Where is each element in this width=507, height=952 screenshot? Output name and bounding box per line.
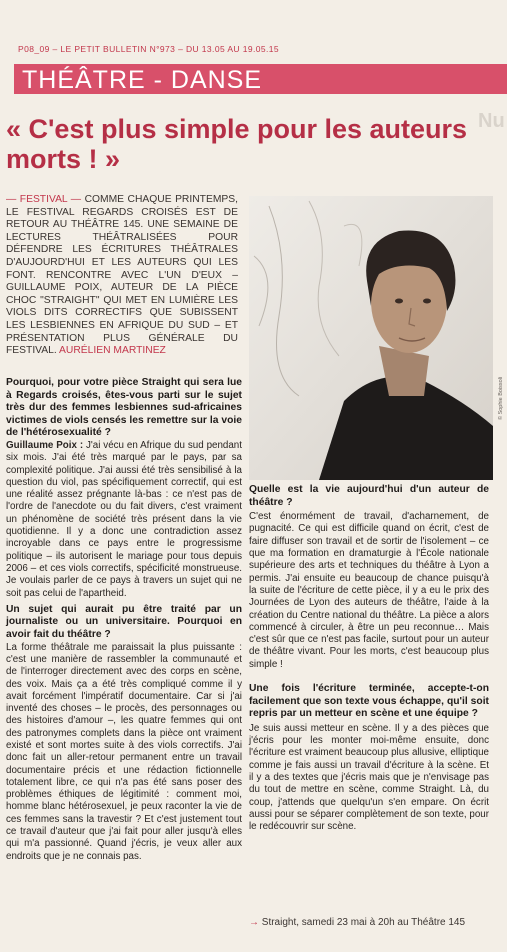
section-title: THÉÂTRE - DANSE xyxy=(22,66,263,94)
section-banner xyxy=(14,64,507,94)
answer-1-speaker: Guillaume Poix : xyxy=(6,439,84,451)
author-portrait-photo xyxy=(249,196,493,480)
interview-column-left xyxy=(6,377,242,863)
event-details: Straight, samedi 23 mai à 20h au Théâtre 145 xyxy=(261,917,466,928)
intro-text: COMME CHAQUE PRINTEMPS, LE FESTIVAL REGARDS CROISÉS EST DE RETOUR AU THÉÂTRE 145. UNE SEMAINE DE LECTURES THÉÂTRALISÉES POUR DÉFENDRE LES ÉCRITURES THÉÂTRALES D'AUJOURD'HUI ET LES AUTEURS QUI LES FONT. RENCONTRE AVEC L'UN D'EUX – GUILLAUME POIX, AUTEUR DE LA PIÈCE CHOC "STRAIGHT" QUI MET EN LUMIÈRE LES VIOLS DITS CORRECTIFS QUE SUBISSENT LES LESBIENNES EN AFRIQUE DU SUD – ET PRÉSENTATION PLUS GÉNÉRALE DU FESTIVAL. xyxy=(6,194,238,357)
intro-kicker: — FESTIVAL — xyxy=(6,194,82,205)
arrow-icon: → xyxy=(249,917,259,928)
answer-3: C'est énormément de travail, d'acharnement, de pugnacité. Ce qui est difficile quand on écrit, c'est de faire diffuser son travail et de sortir de l'isolement – ce que ma formation en dramaturgie à l'École nationale supérieure des arts et techniques du théâtre à Lyon a permis. J'ai ensuite eu beaucoup de chance puisqu'à la suite de l'écriture de cette pièce, il y a eu le prix des Journées de Lyon des auteurs de théâtre, l'aide à la création du Centre national du théâtre. La pièce a alors commencé à circuler, à être un peu reconnue… Mais c'est sûr que ce n'est pas facile, surtout pour un auteur de théâtre vivant. Pour les morts, c'est beaucoup plus simple ! xyxy=(249,511,489,670)
question-3: Quelle est la vie aujourd'hui d'un auteur de théâtre ? xyxy=(249,484,489,508)
question-4: Une fois l'écriture terminée, accepte-t-on facilement que son texte vous échappe, qu'il soit repris par un metteur en scène et une équipe ? xyxy=(249,683,489,720)
event-info xyxy=(249,916,489,929)
answer-1: J'ai vécu en Afrique du sud pendant six mois. J'ai été très marqué par le pays, par sa complexité politique. J'ai aussi été très sensibilisé à la question du viol, pas spécifiquement correctif, qui est une réalité assez prégnante là-bas : ce n'est pas de l'ordre de l'anecdote ou du fait divers, c'est vraiment un phénomène de société très présent dans la vie quotidienne. Il y a donc une contradiction assez incroyable dans ce pays entre le progressisme politique – ils autorisent le mariage pour tous depuis 2006 – et ces viols correctifs, spécificité monstrueuse. Je voulais parler de ce pays à travers un sujet qui ne soit pas celui de l'apartheid. xyxy=(6,439,242,599)
photo-credit: © Sophie Boissoli xyxy=(498,376,504,420)
issue-folio: P08_09 – LE PETIT BULLETIN N°973 – DU 13.05 AU 19.05.15 xyxy=(18,44,280,54)
question-2: Un sujet qui aurait pu être traité par un journaliste ou un universitaire. Pourquoi en avoir fait du théâtre ? xyxy=(6,603,242,641)
article-intro xyxy=(6,194,238,358)
answer-2: La forme théâtrale me paraissait la plus puissante : c'est une manière de rassembler la communauté et de l'interroger directement avec des corps en scène, des voix. Mais ça a été très compliqué comme il y avait forcément l'impératif documentaire. Car si j'ai inventé des choses – le procès, des personnages ou des histoires d'amour –, les quatre femmes qui ont des patronymes complets dans la pièce ont vraiment existé et sont mortes suite à des viols correctifs. J'ai donc fait un aller-retour permanent entre un travail documentaire précis et une rédaction fictionnelle totalement libre, ce qui n'a pas été sans poser des problèmes éthiques de légitimité : comment moi, homme blanc hétérosexuel, je peux raconter la vie de ces femmes sans la travestir ? Et c'est justement tout ce travail d'auteur que j'ai fait pour aller jusqu'à elles qui m'a passionné. Quand j'écris, je veux aller aux endroits que je ne connais pas. xyxy=(6,641,242,862)
interview-column-right xyxy=(249,484,489,834)
question-1: Pourquoi, pour votre pièce Straight qui sera lue à Regards croisés, êtes-vous parti sur le sujet très dur des femmes lesbiennes sud-africaines victimes de viols censés les remettre sur la voie de l'hétérosexualité ? xyxy=(6,377,242,439)
intro-author: AURÉLIEN MARTINEZ xyxy=(59,345,166,357)
adjacent-page-fragment: Nu xyxy=(478,110,505,132)
answer-4: Je suis aussi metteur en scène. Il y a des pièces que j'écris pour les monter moi-même ensuite, donc l'écriture est vraiment beaucoup plus allusive, elliptique comme je fais aussi un travail d'écriture à la scène. Et il y a des textes que j'écris mais que je n'envisage pas du tout de mettre en scène, comme Straight. Là, du coup, j'attends que quelqu'un s'en empare. On écrit aussi pour se séparer complètement de son texte, pour le redécouvrir sur scène. xyxy=(249,722,489,833)
portrait-illustration xyxy=(249,196,493,480)
article-headline: « C'est plus simple pour les auteurs morts ! » xyxy=(6,114,468,174)
